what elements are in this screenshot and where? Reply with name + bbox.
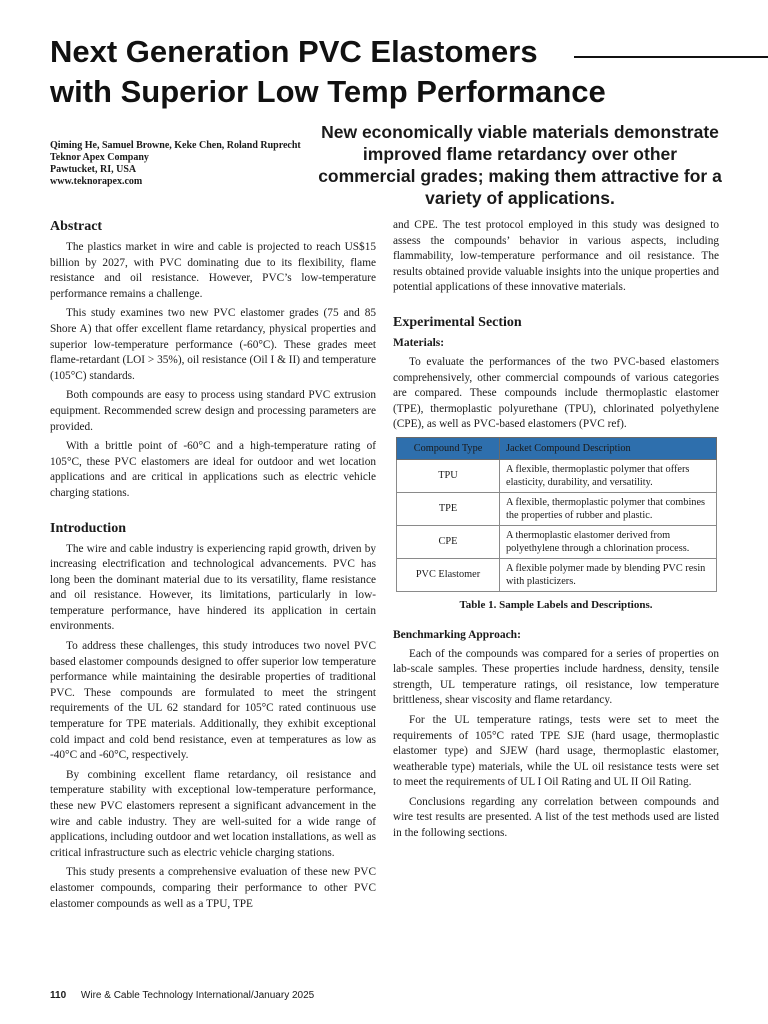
article-title xyxy=(50,32,750,112)
title-line-2: with Superior Low Temp Performance xyxy=(50,74,606,109)
table-row xyxy=(397,459,717,492)
table-header-compound-type: Compound Type xyxy=(397,437,500,459)
materials-paragraph: To evaluate the performances of the two PVC-based elastomers comprehensively, other commercial compounds of various categories are compared. These compounds include thermoplastic elastomer (TPE), thermoplastic polyurethane (TPU), chlorinated polyethylene (CPE), as well as PVC-based elastomers (PVC ref). xyxy=(393,355,719,431)
introduction-paragraph: To address these challenges, this study introduces two novel PVC based elastomer compounds designed to offer superior low temperature performance while maintaining the desirable properties of traditional PVC. These compounds are formulated to meet the stringent requirements of the UL 62 standard for 105°C rated continuous use temperature for TPE materials. Additionally, they exhibit exceptional cold impact and cold bend resistance, even at temperatures as low as -40°C and -60°C, respectively. xyxy=(50,640,376,762)
abstract-paragraph: With a brittle point of -60°C and a high-temperature rating of 105°C, these PVC elastomers are ideal for outdoor and wet location applications and are critical in applications such as electric vehicle charging stations. xyxy=(50,440,376,499)
company: Teknor Apex Company xyxy=(50,152,149,163)
table-row xyxy=(397,525,717,558)
table-cell-description: A thermoplastic elastomer derived from polyethylene through a chlorination process. xyxy=(500,525,717,558)
introduction-paragraph: This study presents a comprehensive evaluation of these new PVC elastomer compounds, comparing their performance to other PVC elastomer compounds as well as a TPU, TPE xyxy=(50,866,376,910)
materials-heading: Materials: xyxy=(393,336,445,349)
page-number: 110 xyxy=(50,990,67,1001)
table-cell-description: A flexible polymer made by blending PVC resin with plasticizers. xyxy=(500,558,717,591)
table-cell-compound: TPU xyxy=(397,459,500,492)
introduction-paragraph: By combining excellent flame retardancy, oil resistance and temperature stability with exceptional low-temperature performance, these new PVC elastomers represent a significant advancement in the wire and cable industry. They are well-suited for a wide range of applications, including outdoor and wet location installations, as well as critical infrastructure such as electric vehicle charging stations. xyxy=(50,768,376,859)
table-header-row xyxy=(397,437,717,459)
benchmarking-paragraph: For the UL temperature ratings, tests were set to meet the requirements of 105°C rated TPE SJE (hard usage, thermoplastic elastomer type) and SJEW (hard usage, thermoplastic elastomer, weatherable type) materials, while the UL oil resistance tests were set to meet the requirements of UL I Oil Rating and UL II Oil Rating. xyxy=(393,713,719,789)
table-cell-compound: CPE xyxy=(397,525,500,558)
introduction-paragraph: The wire and cable industry is experiencing rapid growth, driven by increasing electrification and technological advancements. PVC has long been the dominant material due to its versatility, flame resistance and oil resistance. However, its limitations, particularly in low-temperature performance, have hindered its application in certain environments. xyxy=(50,542,376,633)
page-footer xyxy=(50,990,550,1001)
title-line-1: Next Generation PVC Elastomers xyxy=(50,34,538,69)
table-cell-compound: TPE xyxy=(397,492,500,525)
benchmarking-paragraph: Each of the compounds was compared for a series of properties on lab-scale samples. These properties include hardness, density, tensile strength, UL temperature ratings, oil resistance, low temperature brittleness, shear viscosity and flame retardancy. xyxy=(393,647,719,707)
experimental-heading: Experimental Section xyxy=(393,314,522,330)
publication-name: Wire & Cable Technology International/January 2025 xyxy=(80,990,315,1001)
benchmarking-paragraph: Conclusions regarding any correlation between compounds and wire test results are presented. A list of the test methods used are listed in the following sections. xyxy=(393,795,719,840)
subtitle: New economically viable materials demonstrate improved flame retardancy over other commercial grades; making them attractive for a variety of applications. xyxy=(318,122,722,208)
introduction-heading: Introduction xyxy=(50,520,126,536)
benchmarking-heading: Benchmarking Approach: xyxy=(393,628,521,641)
introduction-continuation: and CPE. The test protocol employed in this study was designed to assess the compounds’ behavior in various aspects, including flammability, low-temperature performance and oil resistance. The results obtained provide valuable insights into the unique properties and potential applications of these innovative materials. xyxy=(393,219,719,294)
table-cell-description: A flexible, thermoplastic polymer that combines the properties of rubber and plastic. xyxy=(500,492,717,525)
authors: Qiming He, Samuel Browne, Keke Chen, Roland Ruprecht xyxy=(50,140,301,151)
table-cell-compound: PVC Elastomer xyxy=(397,558,500,591)
left-column xyxy=(50,218,376,916)
abstract-heading: Abstract xyxy=(50,219,103,234)
table-header-description: Jacket Compound Description xyxy=(500,437,717,459)
table-row xyxy=(397,492,717,525)
table-caption: Table 1. Sample Labels and Descriptions. xyxy=(459,598,653,611)
abstract-paragraph: This study examines two new PVC elastomer grades (75 and 85 Shore A) that offer excellent flame retardancy, physical properties and superior low-temperature performance (-60°C). These grades meet flame-retardant (LOI > 35%), oil resistance (Oil I & II) and temperature (105°C) standards. xyxy=(50,307,376,382)
right-column xyxy=(393,218,719,846)
table-cell-description: A flexible, thermoplastic polymer that offers elasticity, durability, and versatility. xyxy=(500,459,717,492)
table-row xyxy=(397,558,717,591)
sample-table xyxy=(396,437,717,592)
abstract-paragraph: The plastics market in wire and cable is projected to reach US$15 billion by 2027, with PVC dominating due to its flexibility, flame resistance and oil resistance. However, PVC’s low-temperature performance remains a challenge. xyxy=(50,241,376,300)
author-block xyxy=(50,140,330,188)
abstract-paragraph: Both compounds are easy to process using standard PVC extrusion equipment. Recommended screw design and processing parameters are provided. xyxy=(50,389,376,433)
title-rule xyxy=(574,56,768,58)
website-link[interactable]: www.teknorapex.com xyxy=(50,176,143,187)
location: Pawtucket, RI, USA xyxy=(50,164,137,175)
